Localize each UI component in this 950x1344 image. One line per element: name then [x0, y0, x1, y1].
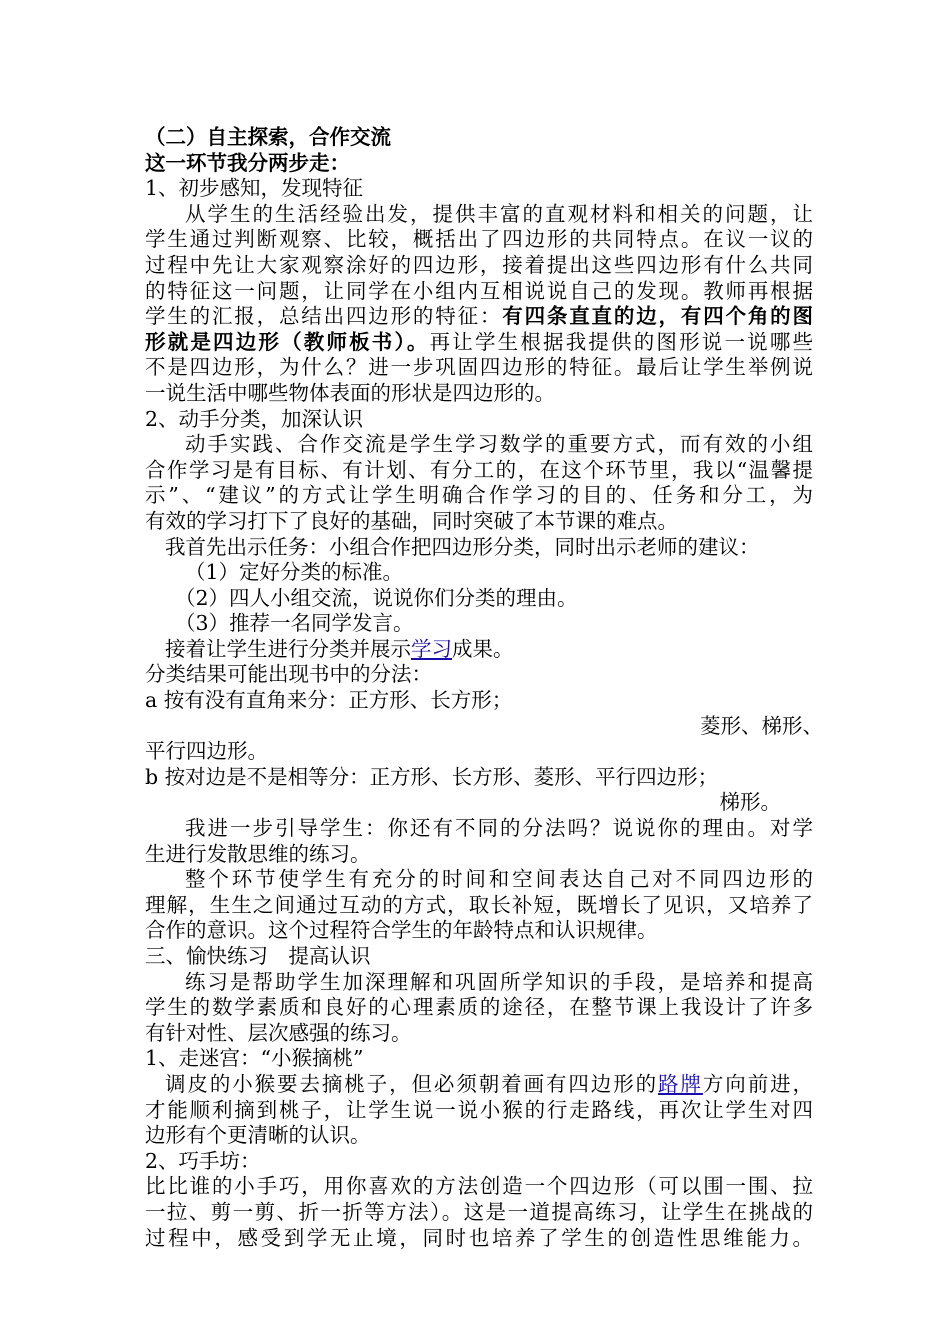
paragraph-line: 我进一步引导学生：你还有不同的分法吗？说说你的理由。对学 — [185, 816, 813, 841]
paragraph-line: 从学生的生活经验出发，提供丰富的直观材料和相关的问题，让 — [185, 201, 813, 226]
paragraph-line: 学生的数学素质和良好的心理素质的途径，在整节课上我设计了许多 — [145, 995, 813, 1020]
list-item: （1）定好分类的标准。 — [185, 560, 404, 585]
paragraph-text: 方向前进， — [702, 1071, 814, 1096]
paragraph-line: 生进行发散思维的练习。 — [145, 841, 371, 866]
step-heading-2: 2、动手分类，加深认识 — [145, 406, 364, 431]
paragraph-line: 过程中先让大家观察涂好的四边形，接着提出这些四边形有什么共同 — [145, 252, 813, 277]
classification-b-right: 梯形。 — [719, 790, 781, 815]
paragraph-line: 比比谁的小手巧，用你喜欢的方法创造一个四边形（可以围一围、拉 — [145, 1174, 813, 1199]
paragraph-text: 再让学生根据我提供的图形说一说哪些 — [429, 329, 814, 354]
signpost-link[interactable]: 路牌 — [658, 1071, 703, 1096]
paragraph-line: 一说生活中哪些物体表面的形状是四边形的。 — [145, 380, 555, 405]
paragraph-line: 学生通过判断观察、比较，概括出了四边形的共同特点。在议一议的 — [145, 227, 813, 252]
bold-definition: 形就是四边形（教师板书）。 — [145, 329, 430, 354]
subheading: 这一环节我分两步走： — [145, 150, 350, 175]
paragraph-line — [145, 330, 813, 356]
classification-a: a 按有没有直角来分：正方形、长方形； — [145, 688, 513, 713]
classification-a-cont: 平行四边形。 — [145, 739, 268, 764]
paragraph-line: 有针对性、层次感强的练习。 — [145, 1020, 412, 1045]
paragraph-text: 学生的汇报，总结出四边形的特征： — [145, 304, 503, 329]
paragraph-line: 练习是帮助学生加深理解和巩固所学知识的手段，是培养和提高 — [185, 969, 813, 994]
paragraph-line: 理解，生生之间通过互动的方式，取长补短，既增长了见识，又培养了 — [145, 892, 813, 917]
paragraph-line — [145, 1072, 813, 1098]
paragraph-line: 分类结果可能出现书中的分法： — [145, 662, 432, 687]
paragraph-line: 一拉、剪一剪、折一折等方法）。这是一道提高练习，让学生在挑战的 — [145, 1199, 813, 1224]
bold-definition: 有四条直直的边，有四个角的图 — [502, 304, 814, 329]
list-item: （2）四人小组交流，说说你们分类的理由。 — [175, 585, 578, 610]
document-page — [145, 125, 823, 1251]
paragraph-line: 的特征这一问题，让同学在小组内互相说说自己的发现。教师再根据 — [145, 278, 813, 303]
section-heading-3: 三、愉快练习 提高认识 — [145, 944, 371, 968]
exercise-heading-1: 1、走迷宫：“小猴摘桃” — [145, 1046, 364, 1071]
classification-b: b 按对边是不是相等分：正方形、长方形、菱形、平行四边形； — [145, 764, 719, 789]
list-item: （3）推荐一名同学发言。 — [175, 611, 414, 636]
study-link[interactable]: 学习 — [411, 636, 452, 661]
paragraph-line: 示”、“建议”的方式让学生明确合作学习的目的、任务和分工，为 — [145, 483, 813, 508]
paragraph-line: 边形有个更清晰的认识。 — [145, 1123, 371, 1148]
exercise-heading-2: 2、巧手坊： — [145, 1148, 261, 1173]
classification-a-right: 菱形、梯形、 — [700, 713, 823, 738]
paragraph-line — [145, 637, 813, 663]
paragraph-text: 调皮的小猴要去摘桃子，但必须朝着画有四边形的 — [165, 1071, 659, 1096]
paragraph-line: 整个环节使学生有充分的时间和空间表达自己对不同四边形的 — [185, 867, 813, 892]
paragraph-text: 接着让学生进行分类并展示 — [165, 636, 411, 661]
paragraph-line: 过程中，感受到学无止境，同时也培养了学生的创造性思维能力。 — [145, 1225, 813, 1250]
paragraph-text: 成果。 — [452, 636, 514, 661]
paragraph-line — [145, 304, 813, 330]
paragraph-line: 不是四边形，为什么？进一步巩固四边形的特征。最后让学生举例说 — [145, 355, 813, 380]
section-heading: （二）自主探索，合作交流 — [145, 125, 391, 149]
step-heading-1: 1、初步感知，发现特征 — [145, 176, 364, 201]
paragraph-line: 我首先出示任务：小组合作把四边形分类，同时出示老师的建议： — [165, 534, 760, 559]
paragraph-line: 才能顺利摘到桃子，让学生说一说小猴的行走路线，再次让学生对四 — [145, 1097, 813, 1122]
paragraph-line: 有效的学习打下了良好的基础，同时突破了本节课的难点。 — [145, 508, 678, 533]
paragraph-line: 动手实践、合作交流是学生学习数学的重要方式，而有效的小组 — [185, 432, 813, 457]
paragraph-line: 合作的意识。这个过程符合学生的年龄特点和认识规律。 — [145, 918, 658, 943]
paragraph-line: 合作学习是有目标、有计划、有分工的，在这个环节里，我以“温馨提 — [145, 457, 813, 482]
